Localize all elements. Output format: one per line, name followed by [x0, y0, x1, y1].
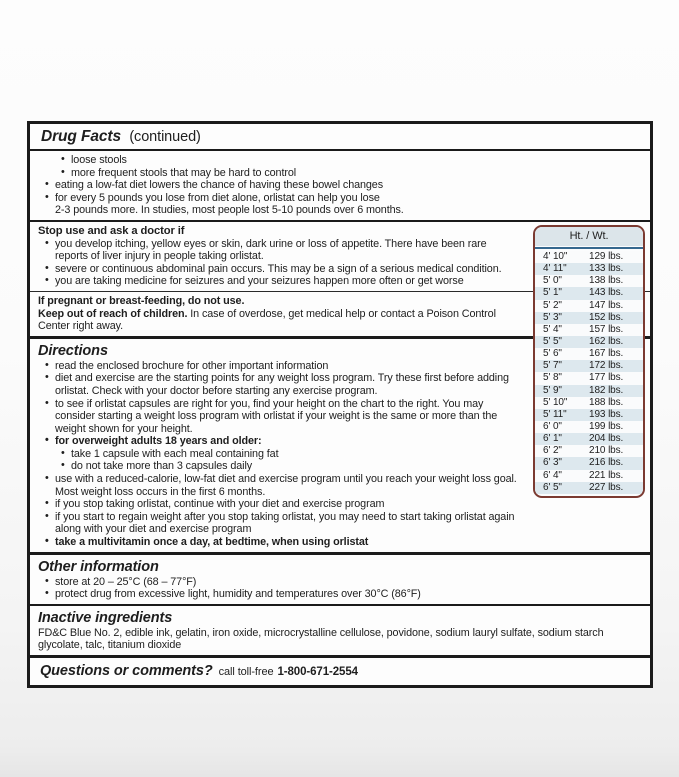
other-information-heading: Other information — [38, 558, 159, 575]
questions-heading: Questions or comments? — [40, 663, 213, 679]
height-value: 6' 0" — [543, 420, 562, 432]
height-value: 5' 7" — [543, 360, 562, 372]
weight-value: 162 lbs. — [589, 335, 624, 347]
directions-list — [38, 360, 518, 549]
other-information-list — [38, 576, 642, 601]
bullet-item: • protect drug from excessive light, humidity and temperatures over 30°C (86°F) — [38, 588, 642, 601]
height-value: 6' 2" — [543, 445, 562, 457]
keep-out-bold: Keep out of reach of children. — [38, 307, 188, 320]
height-value: 5' 1" — [543, 287, 562, 299]
weight-value: 157 lbs. — [589, 323, 624, 335]
title-continued: (continued) — [129, 129, 201, 145]
bullet-item: • if you start to regain weight after you stop taking orlistat, you may need to start taking orlistat again along with your diet and exercise program — [38, 511, 518, 536]
chart-row — [535, 470, 643, 482]
bullet-item: • take a multivitamin once a day, at bedtime, when using orlistat — [38, 536, 518, 549]
stop-use-list — [38, 238, 518, 288]
height-value: 6' 1" — [543, 433, 562, 445]
keep-out-warning — [38, 308, 518, 333]
bullet-item: • if you stop taking orlistat, continue with your diet and exercise program — [38, 498, 518, 511]
bullet-item: • for every 5 pounds you lose from diet alone, orlistat can help you lose — [38, 192, 642, 205]
chart-row — [535, 482, 643, 494]
bullet-item: • take 1 capsule with each meal containing fat — [38, 448, 518, 461]
chart-row — [535, 312, 643, 324]
chart-row — [535, 397, 643, 409]
weight-value: 177 lbs. — [589, 372, 624, 384]
bullet-item: • use with a reduced-calorie, low-fat diet and exercise program until you reach your weight loss goal. Most weight loss occurs in the first 6 months. — [38, 473, 518, 498]
height-value: 5' 11" — [543, 408, 567, 420]
chart-row — [535, 287, 643, 299]
section-questions — [30, 658, 650, 685]
weight-value: 210 lbs. — [589, 445, 624, 457]
chart-row — [535, 433, 643, 445]
bullet-item: • eating a low-fat diet lowers the chance of having these bowel changes — [38, 179, 642, 192]
height-value: 5' 0" — [543, 275, 562, 287]
section-other-information — [30, 555, 650, 604]
weight-value: 133 lbs. — [589, 263, 624, 275]
chart-row — [535, 348, 643, 360]
chart-divider-line — [535, 247, 643, 249]
chart-row — [535, 385, 643, 397]
section-inactive-ingredients — [30, 606, 650, 655]
drug-facts-title: Drug Facts — [41, 128, 121, 145]
chart-row — [535, 263, 643, 275]
toll-free-text: call toll-free — [218, 666, 274, 678]
height-value: 5' 2" — [543, 299, 562, 311]
weight-value: 152 lbs. — [589, 311, 624, 323]
chart-row — [535, 360, 643, 372]
stop-use-heading: Stop use and ask a doctor if — [38, 224, 185, 237]
chart-row — [535, 336, 643, 348]
weight-value: 182 lbs. — [589, 384, 624, 396]
weight-value: 147 lbs. — [589, 299, 624, 311]
chart-row — [535, 324, 643, 336]
weight-value: 199 lbs. — [589, 420, 624, 432]
height-value: 5' 9" — [543, 384, 562, 396]
bullet-item: • severe or continuous abdominal pain occurs. This may be a sign of a serious medical condition. — [38, 263, 518, 276]
inactive-ingredients-heading: Inactive ingredients — [38, 609, 173, 626]
chart-row — [535, 372, 643, 384]
bullet-item: • diet and exercise are the starting points for any weight loss program. Try these first before adding orlistat. Check with your doctor before starting any exercise program. — [38, 372, 518, 397]
height-value: 4' 11" — [543, 263, 567, 275]
weight-value: 138 lbs. — [589, 275, 624, 287]
chart-row — [535, 251, 643, 263]
height-value: 5' 8" — [543, 372, 562, 384]
bullet-item: • you are taking medicine for seizures and your seizures happen more often or get worse — [38, 275, 518, 288]
weight-value: 221 lbs. — [589, 469, 624, 481]
chart-row — [535, 275, 643, 287]
label-title-row — [30, 124, 650, 151]
weight-value: 188 lbs. — [589, 396, 624, 408]
bullet-item: • read the enclosed brochure for other important information — [38, 360, 518, 373]
chart-row — [535, 445, 643, 457]
height-value: 6' 3" — [543, 457, 562, 469]
bullet-item: • you develop itching, yellow eyes or skin, dark urine or loss of appetite. There have been rare reports of liver injury in people taking orlistat. — [38, 238, 518, 263]
weight-value: 172 lbs. — [589, 360, 624, 372]
pregnancy-warning: If pregnant or breast-feeding, do not use. — [38, 294, 245, 307]
height-value: 6' 5" — [543, 481, 562, 493]
bullet-item: • store at 20 – 25°C (68 – 77°F) — [38, 576, 642, 589]
chart-header: Ht. / Wt. — [535, 227, 643, 246]
height-value: 5' 5" — [543, 335, 562, 347]
weight-value: 143 lbs. — [589, 287, 624, 299]
chart-row — [535, 300, 643, 312]
chart-row — [535, 421, 643, 433]
height-value: 5' 3" — [543, 311, 562, 323]
weight-value: 129 lbs. — [589, 251, 624, 262]
bullet-item: • for overweight adults 18 years and older: — [38, 435, 518, 448]
height-value: 5' 4" — [543, 323, 562, 335]
height-value: 5' 6" — [543, 348, 562, 360]
weight-value: 227 lbs. — [589, 481, 624, 493]
weight-value: 167 lbs. — [589, 348, 624, 360]
weight-value: 204 lbs. — [589, 433, 624, 445]
section-bowel-changes — [30, 151, 650, 220]
bullet-item: • do not take more than 3 capsules daily — [38, 460, 518, 473]
directions-heading: Directions — [38, 342, 108, 359]
weight-value: 193 lbs. — [589, 408, 624, 420]
keep-out-rest: In case of overdose, get medical help or contact a Poison Control Center right away. — [38, 307, 496, 333]
phone-number: 1-800-671-2554 — [277, 666, 358, 678]
weight-value: 216 lbs. — [589, 457, 624, 469]
bullet-item: • loose stools — [38, 154, 642, 167]
height-value: 5' 10" — [543, 396, 568, 408]
chart-row — [535, 457, 643, 469]
chart-rows — [535, 251, 643, 496]
chart-row — [535, 409, 643, 421]
bullet-item: • more frequent stools that may be hard to control — [38, 167, 642, 180]
bullet-item: • to see if orlistat capsules are right for you, find your height on the chart to the right. You may consider starting a weight loss program with orlistat if your weight is the same or more than the weight shown for your height. — [38, 398, 518, 436]
height-weight-chart — [533, 225, 645, 498]
bullet-item: 2-3 pounds more. In studies, most people lost 5-10 pounds over 6 months. — [55, 204, 404, 217]
height-value: 4' 10" — [543, 251, 568, 262]
inactive-ingredients-text: FD&C Blue No. 2, edible ink, gelatin, iron oxide, microcrystalline cellulose, povidone, sodium lauryl sulfate, sodium starch glycolate, talc, titanium dioxide — [38, 626, 604, 652]
height-value: 6' 4" — [543, 469, 562, 481]
